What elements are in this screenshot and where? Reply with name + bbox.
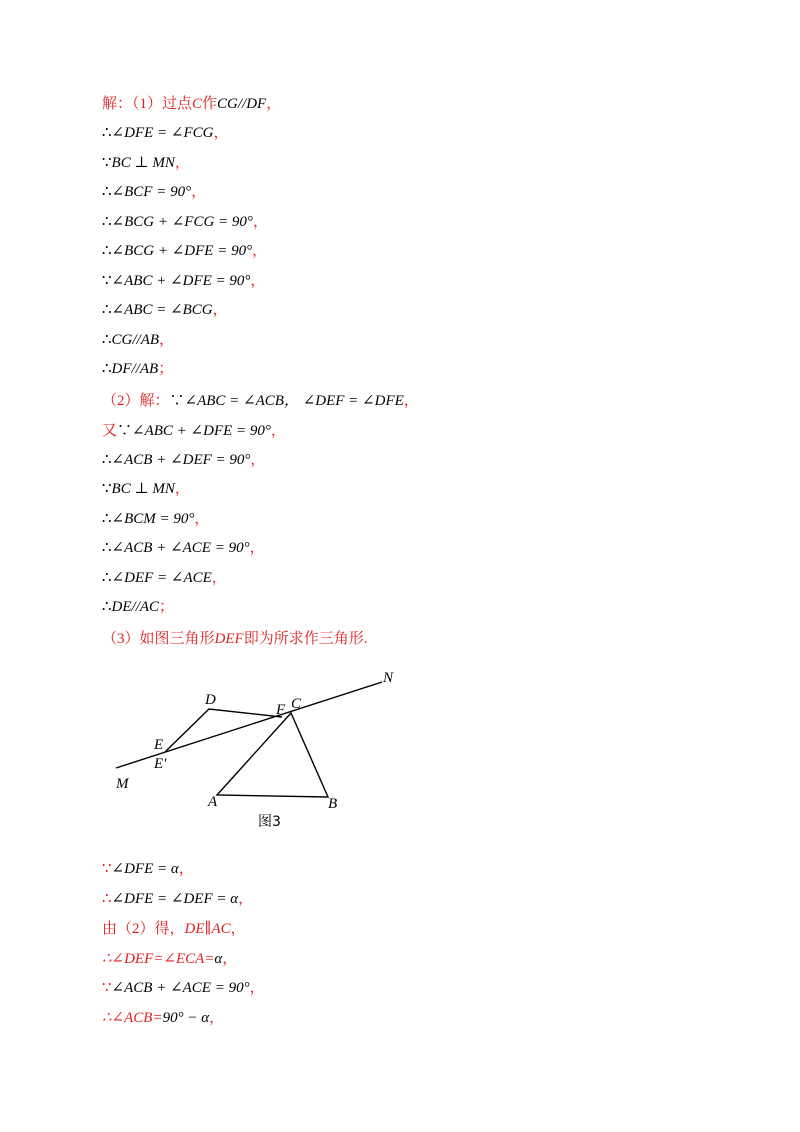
punct: ， [249, 980, 265, 996]
math-expr: ∠DEF = ∠ACE [111, 570, 212, 586]
proof-line [102, 976, 265, 1000]
because-symbol: ∵ [117, 423, 133, 439]
therefore-symbol: ∴ [102, 184, 112, 200]
because-symbol: ∵ [102, 273, 112, 289]
proof-line [102, 477, 190, 501]
red-text: （3）如图三角形 [102, 631, 215, 647]
therefore-symbol: ∴ [102, 302, 112, 318]
therefore-symbol: ∴ [102, 891, 112, 907]
punct: ， [159, 332, 175, 348]
math-expr: ∠ABC + ∠DFE = 90° [132, 423, 271, 439]
math-expr: BC ⊥ MN [111, 155, 175, 171]
because-symbol: ∵ [102, 861, 112, 877]
red-point-label: C [192, 96, 203, 112]
red-text: 又 [102, 423, 118, 439]
math-expr: ∠DFE = ∠DEF = α [111, 891, 239, 907]
label-d: D [205, 692, 216, 708]
therefore-symbol: ∴ [102, 540, 112, 556]
math-expr: ∠ABC + ∠DFE = 90° [111, 273, 251, 289]
punct: ， [174, 481, 190, 497]
red-text: 即为所求作三角形. [243, 631, 368, 647]
proof-line [102, 239, 267, 263]
math-expr: ∠ABC = ∠ACB， ∠DEF = ∠DFE [184, 393, 404, 409]
red-text: 解：（1）过点 [102, 96, 193, 112]
math-expr: ∠ACB + ∠DEF = 90° [111, 452, 251, 468]
math-expr: 90° − α [162, 1010, 210, 1026]
punct: ， [252, 243, 268, 259]
math-expr: ∠BCG + ∠DFE = 90° [111, 243, 253, 259]
punct: ； [158, 361, 174, 377]
red-text: 由（2）得， [102, 921, 185, 937]
proof-line [102, 210, 268, 234]
label-e: E [154, 737, 164, 753]
because-symbol: ∵ [102, 155, 112, 171]
proof-line [102, 595, 174, 619]
triangle-def [165, 709, 282, 752]
solution-heading-3 [102, 627, 367, 651]
proof-line [102, 857, 194, 881]
proof-line [102, 357, 173, 381]
math-expr: DE//AC [111, 599, 160, 615]
math-expr: ∠ACB + ∠ACE = 90° [111, 980, 250, 996]
proof-line [102, 269, 265, 293]
math-expr: ∠BCG + ∠FCG = 90° [111, 214, 253, 230]
label-e-prime: E' [154, 756, 167, 772]
punct: ， [191, 184, 207, 200]
proof-line [102, 180, 206, 204]
label-n: N [383, 670, 394, 686]
punct: ， [212, 302, 228, 318]
proof-line [102, 121, 228, 145]
math-expr: ∠BCM = 90° [111, 511, 195, 527]
punct: ， [238, 891, 254, 907]
therefore-symbol: ∴ [102, 452, 112, 468]
math-expr: ∠BCF = 90° [111, 184, 192, 200]
label-m: M [116, 776, 129, 792]
figure-caption: 图3 [258, 814, 281, 830]
label-f: F [276, 702, 286, 718]
because-symbol: ∵ [102, 481, 112, 497]
proof-line [102, 298, 228, 322]
punct: ， [211, 570, 227, 586]
therefore-symbol: ∴ [102, 361, 112, 377]
punct: ， [252, 214, 268, 230]
proof-line [102, 536, 265, 560]
red-math: DE∥AC [184, 921, 231, 937]
math-expr: CG//AB [111, 332, 160, 348]
red-text: 作 [202, 96, 218, 112]
proof-line [102, 566, 227, 590]
therefore-symbol: ∴ [102, 125, 112, 141]
proof-line [102, 887, 253, 911]
label-c: C [291, 696, 302, 712]
math-expr: ∠DFE = α [111, 861, 179, 877]
geometry-figure [100, 664, 420, 834]
math-expr: ∠ACB + ∠ACE = 90° [111, 540, 250, 556]
punct: ， [174, 155, 190, 171]
math-expr: ∠ABC = ∠BCG [111, 302, 213, 318]
solution-heading-2 [102, 389, 419, 413]
math-expr: α [214, 951, 223, 967]
proof-line [102, 448, 265, 472]
punct: ， [209, 1010, 225, 1026]
punct: ， [249, 540, 265, 556]
math-expr: ∠DFE = ∠FCG [111, 125, 214, 141]
label-b: B [328, 796, 338, 812]
math-expr: CG//DF [217, 96, 267, 112]
proof-line [102, 947, 237, 971]
therefore-symbol: ∴ [102, 599, 112, 615]
therefore-symbol: ∴ [102, 214, 112, 230]
punct: ， [194, 511, 210, 527]
proof-line [102, 151, 190, 175]
therefore-symbol: ∴ [102, 570, 112, 586]
punct: ， [266, 96, 282, 112]
label-a: A [208, 794, 218, 810]
punct: ， [250, 452, 266, 468]
because-symbol: ∵ [102, 980, 112, 996]
punct: ， [250, 273, 266, 289]
proof-line [102, 917, 246, 941]
math-expr: DF//AB [111, 361, 159, 377]
red-text: （2）解： [102, 393, 170, 409]
punct: ； [159, 599, 175, 615]
triangle-abc [217, 713, 328, 797]
therefore-symbol: ∴ [102, 332, 112, 348]
punct: ， [403, 393, 419, 409]
punct: ， [230, 921, 246, 937]
proof-line [102, 507, 209, 531]
punct: ， [270, 423, 286, 439]
punct: ， [222, 951, 238, 967]
red-math: ∴∠DEF=∠ECA= [102, 951, 215, 967]
proof-line [102, 328, 174, 352]
solution-heading-1 [102, 92, 281, 116]
punct: ， [213, 125, 229, 141]
math-expr: BC ⊥ MN [111, 481, 175, 497]
proof-line [102, 419, 286, 443]
because-symbol: ∵ [169, 393, 185, 409]
proof-line [102, 1006, 224, 1030]
therefore-symbol: ∴ [102, 511, 112, 527]
red-math: ∴∠ACB= [102, 1010, 163, 1026]
punct: ， [178, 861, 194, 877]
therefore-symbol: ∴ [102, 243, 112, 259]
red-triangle-label: DEF [214, 631, 244, 647]
